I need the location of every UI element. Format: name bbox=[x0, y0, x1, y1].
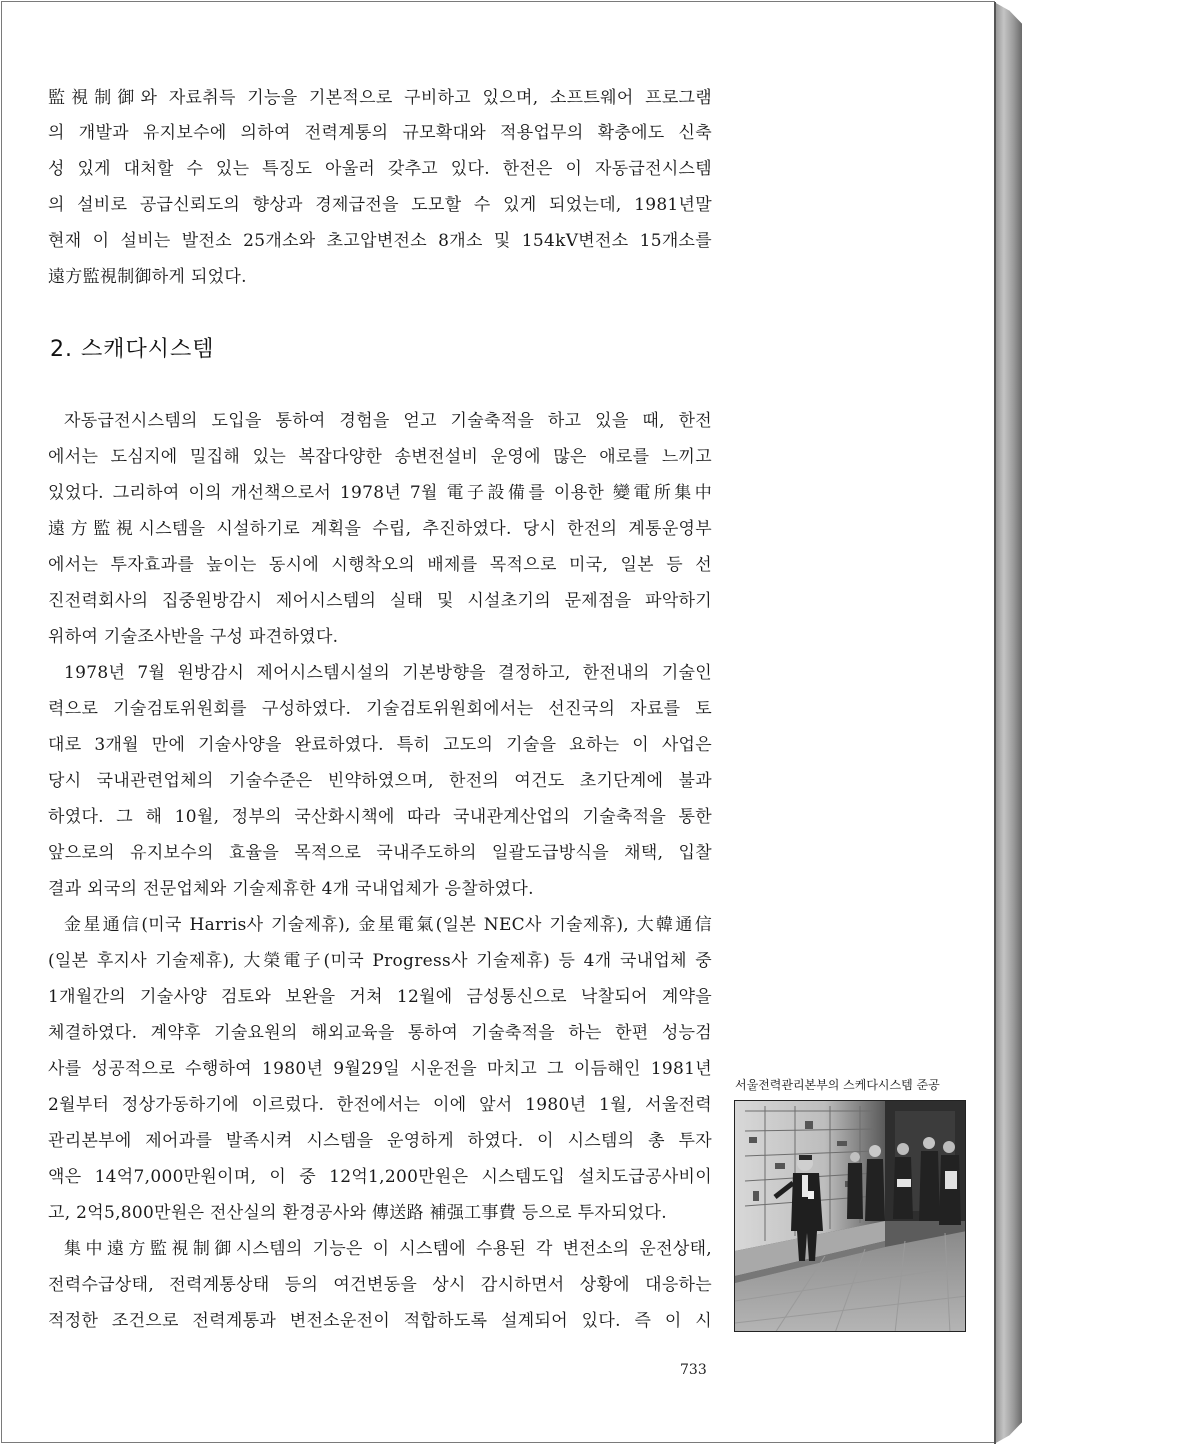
text-line: 2월부터 정상가동하기에 이르렀다. 한전에서는 이에 앞서 1980년 1월, 서울전력 bbox=[48, 1095, 712, 1115]
photo-caption: 서울전력관리본부의 스케다시스템 준공 bbox=[735, 1078, 940, 1092]
text-line: 1개월간의 기술사양 검토와 보완을 거쳐 12월에 금성통신으로 낙찰되어 계약을 bbox=[48, 987, 712, 1007]
text-line: 集中遠方監視制御시스템의 기능은 이 시스템에 수용된 각 변전소의 운전상태, bbox=[64, 1239, 712, 1259]
text-line: 1978년 7월 원방감시 제어시스템시설의 기본방향을 결정하고, 한전내의 기술인 bbox=[64, 663, 712, 683]
text-line: 성 있게 대처할 수 있는 특징도 아울러 갖추고 있다. 한전은 이 자동급전시스템 bbox=[48, 159, 712, 179]
text-line: 의 설비로 공급신뢰도의 향상과 경제급전을 도모할 수 있게 되었는데, 1981년말 bbox=[48, 195, 712, 215]
text-line: 현재 이 설비는 발전소 25개소와 초고압변전소 8개소 및 154kV변전소 15개소를 bbox=[48, 231, 712, 251]
text-line: 監視制御와 자료취득 기능을 기본적으로 구비하고 있으며, 소프트웨어 프로그램 bbox=[48, 88, 712, 108]
text-line: 있었다. 그리하여 이의 개선책으로서 1978년 7월 電子設備를 이용한 變電所集中 bbox=[48, 483, 712, 503]
text-line: 자동급전시스템의 도입을 통하여 경험을 얻고 기술축적을 하고 있을 때, 한전 bbox=[64, 411, 712, 431]
text-line: 하였다. 그 해 10월, 정부의 국산화시책에 따라 국내관계산업의 기술축적을 통한 bbox=[48, 807, 712, 827]
text-line: 에서는 투자효과를 높이는 동시에 시행착오의 배제를 목적으로 미국, 일본 등 선 bbox=[48, 555, 712, 575]
text-line: 遠方監視시스템을 시설하기로 계획을 수립, 추진하였다. 당시 한전의 계통운영부 bbox=[48, 519, 712, 539]
control-room-photo bbox=[734, 1100, 966, 1332]
text-line: 체결하였다. 계약후 기술요원의 해외교육을 통하여 기술축적을 하는 한편 성능검 bbox=[48, 1023, 712, 1043]
text-line: 위하여 기술조사반을 구성 파견하였다. bbox=[48, 627, 339, 647]
control-room-photo-illustration bbox=[735, 1101, 966, 1332]
text-line: 액은 14억7,000만원이며, 이 중 12억1,200만원은 시스템도입 설치도급공사비이 bbox=[48, 1167, 712, 1187]
text-line: 앞으로의 유지보수의 효율을 목적으로 국내주도하의 일괄도급방식을 채택, 입찰 bbox=[48, 843, 712, 863]
text-line: (일본 후지사 기술제휴), 大榮電子(미국 Progress사 기술제휴) 등 4개 국내업체 중 bbox=[48, 951, 712, 971]
page-number: 733 bbox=[680, 1362, 707, 1378]
text-line: 遠方監視制御하게 되었다. bbox=[48, 267, 247, 287]
text-line: 전력수급상태, 전력계통상태 등의 여건변동을 상시 감시하면서 상황에 대응하는 bbox=[48, 1275, 712, 1295]
text-line: 고, 2억5,800만원은 전산실의 환경공사와 傳送路 補强工事費 등으로 투자되었다. bbox=[48, 1203, 667, 1223]
text-line: 관리본부에 제어과를 발족시켜 시스템을 운영하게 하였다. 이 시스템의 총 투자 bbox=[48, 1131, 712, 1151]
text-line: 에서는 도심지에 밀집해 있는 복잡다양한 송변전설비 운영에 많은 애로를 느끼고 bbox=[48, 447, 712, 467]
text-line: 의 개발과 유지보수에 의하여 전력계통의 규모확대와 적용업무의 확충에도 신축 bbox=[48, 123, 712, 143]
text-line: 력으로 기술검토위원회를 구성하였다. 기술검토위원회에서는 선진국의 자료를 토 bbox=[48, 699, 712, 719]
text-line: 진전력회사의 집중원방감시 제어시스템의 실태 및 시설초기의 문제점을 파악하기 bbox=[48, 591, 712, 611]
book-page-edge bbox=[994, 2, 1022, 1444]
text-line: 사를 성공적으로 수행하여 1980년 9월29일 시운전을 마치고 그 이듬해인 1981년 bbox=[48, 1059, 712, 1079]
section-heading: 2. 스캐다시스템 bbox=[50, 337, 215, 362]
text-line: 결과 외국의 전문업체와 기술제휴한 4개 국내업체가 응찰하였다. bbox=[48, 879, 534, 899]
text-line: 대로 3개월 만에 기술사양을 완료하였다. 특히 고도의 기술을 요하는 이 사업은 bbox=[48, 735, 712, 755]
page-edge-divider bbox=[994, 2, 996, 1444]
text-line: 金星通信(미국 Harris사 기술제휴), 金星電氣(일본 NEC사 기술제휴), 大韓通信 bbox=[64, 915, 712, 935]
text-line: 당시 국내관련업체의 기술수준은 빈약하였으며, 한전의 여건도 초기단계에 불과 bbox=[48, 771, 712, 791]
text-line: 적정한 조건으로 전력계통과 변전소운전이 적합하도록 설계되어 있다. 즉 이 시 bbox=[48, 1311, 712, 1331]
